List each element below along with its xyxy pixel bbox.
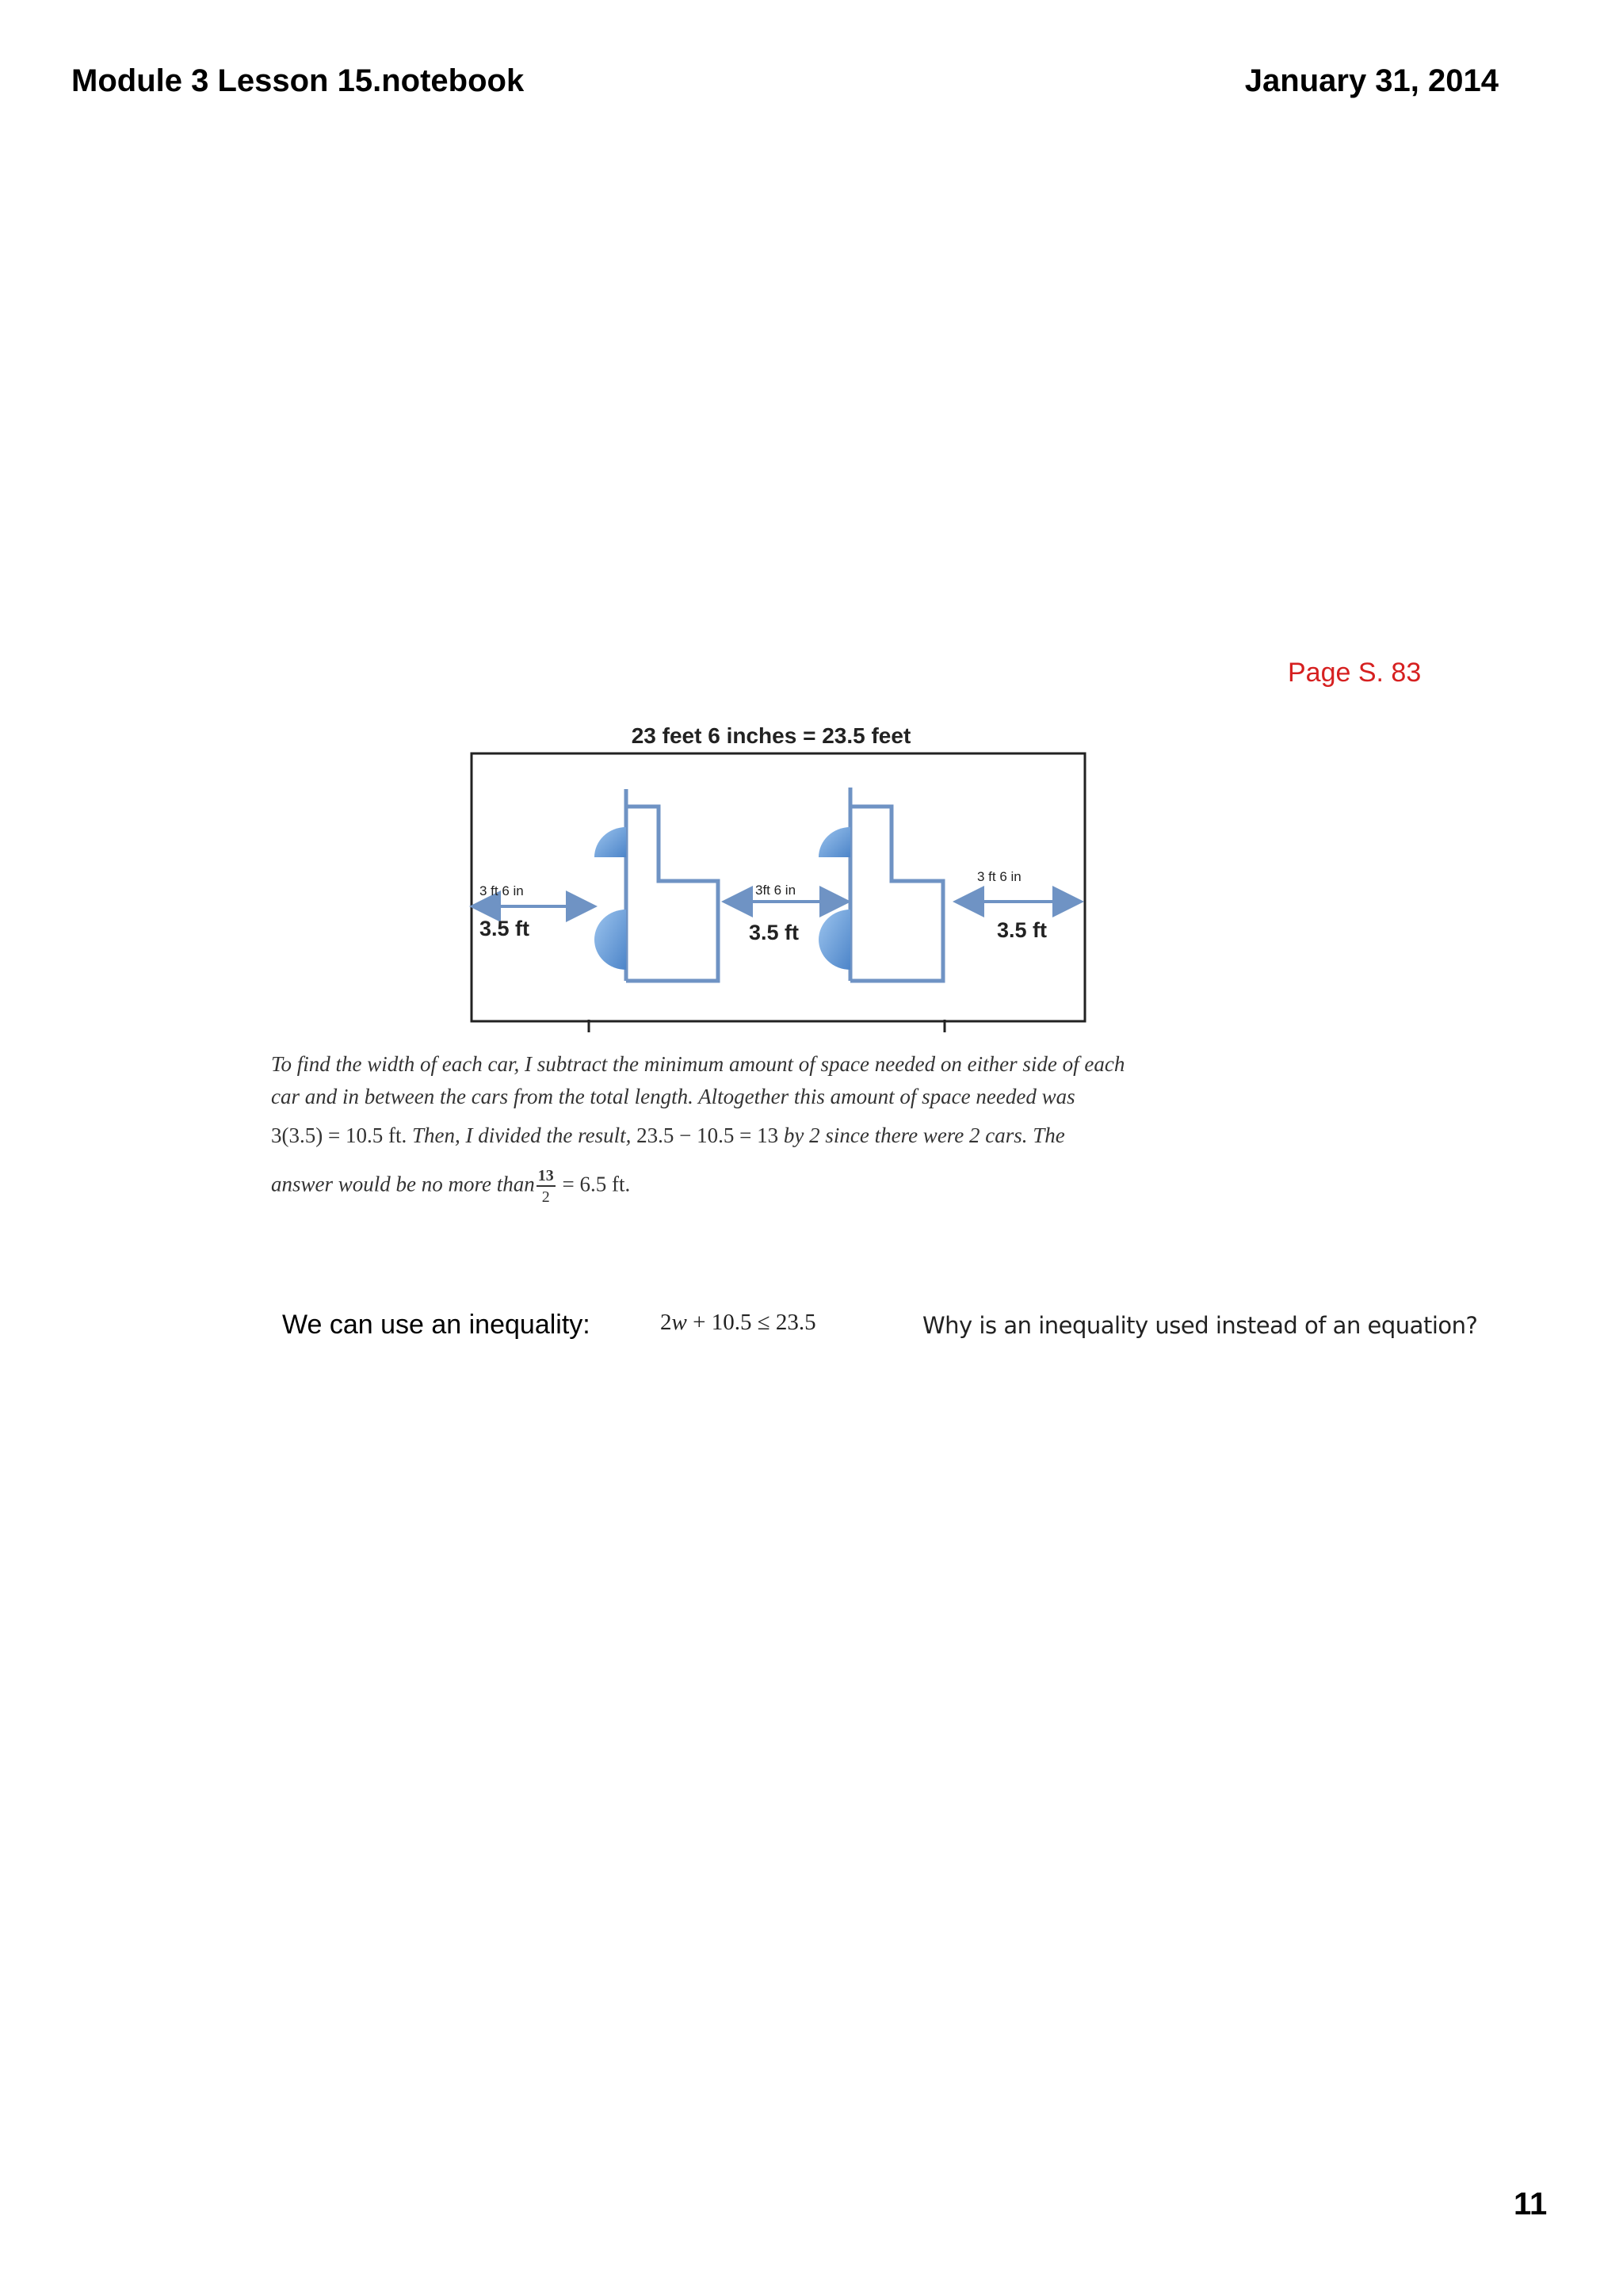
inequality-label: We can use an inequality:	[282, 1310, 590, 1340]
solution-line-4	[271, 1168, 630, 1205]
solution-math-result: = 6.5 ft.	[562, 1172, 631, 1196]
gap-label-large-right: 3.5 ft	[997, 918, 1048, 942]
solution-text-cars: by 2 since there were 2 cars. The	[783, 1123, 1065, 1147]
fraction-numerator: 13	[537, 1168, 556, 1187]
gap-label-small-middle: 3ft 6 in	[755, 883, 796, 898]
inequality-variable: w	[671, 1310, 687, 1335]
fraction-denominator: 2	[541, 1188, 550, 1206]
inequality-coefficient: 2	[660, 1310, 672, 1335]
inequality-question: Why is an inequality used instead of an equation?	[922, 1312, 1478, 1339]
solution-line-1: To find the width of each car, I subtract the minimum amount of space needed on either side of each	[271, 1052, 1125, 1076]
car-1-wheel-bottom	[594, 910, 626, 970]
car-1-wheel-top	[594, 827, 626, 857]
document-date: January 31, 2014	[1244, 63, 1499, 98]
car-2-wheel-bottom	[819, 910, 850, 970]
diagram-title: 23 feet 6 inches = 23.5 feet	[631, 723, 911, 748]
gap-label-small-left: 3 ft 6 in	[479, 883, 524, 898]
car-2	[819, 788, 943, 981]
solution-line-3	[271, 1123, 1065, 1148]
solution-text-answer: answer would be no more than	[271, 1172, 535, 1196]
inequality-rest: + 10.5 ≤ 23.5	[686, 1310, 816, 1335]
parking-diagram	[444, 710, 1141, 1043]
solution-math-difference: 23.5 − 10.5 = 13	[636, 1123, 779, 1147]
document-title: Module 3 Lesson 15.notebook	[71, 63, 525, 98]
car-2-wheel-top	[819, 827, 850, 857]
gap-label-large-left: 3.5 ft	[479, 917, 530, 940]
gap-label-small-right: 3 ft 6 in	[977, 869, 1022, 884]
inequality-expression	[660, 1310, 816, 1336]
solution-math-product: 3(3.5) = 10.5 ft.	[271, 1123, 407, 1147]
solution-text-divided: Then, I divided the result,	[411, 1123, 632, 1147]
gap-label-large-middle: 3.5 ft	[749, 921, 800, 944]
solution-line-2: car and in between the cars from the total length. Altogether this amount of space needed was	[271, 1085, 1075, 1108]
page-reference: Page S. 83	[1288, 658, 1422, 688]
page-number: 11	[1514, 2187, 1548, 2222]
car-1	[594, 789, 718, 981]
solution-fraction	[537, 1168, 556, 1205]
